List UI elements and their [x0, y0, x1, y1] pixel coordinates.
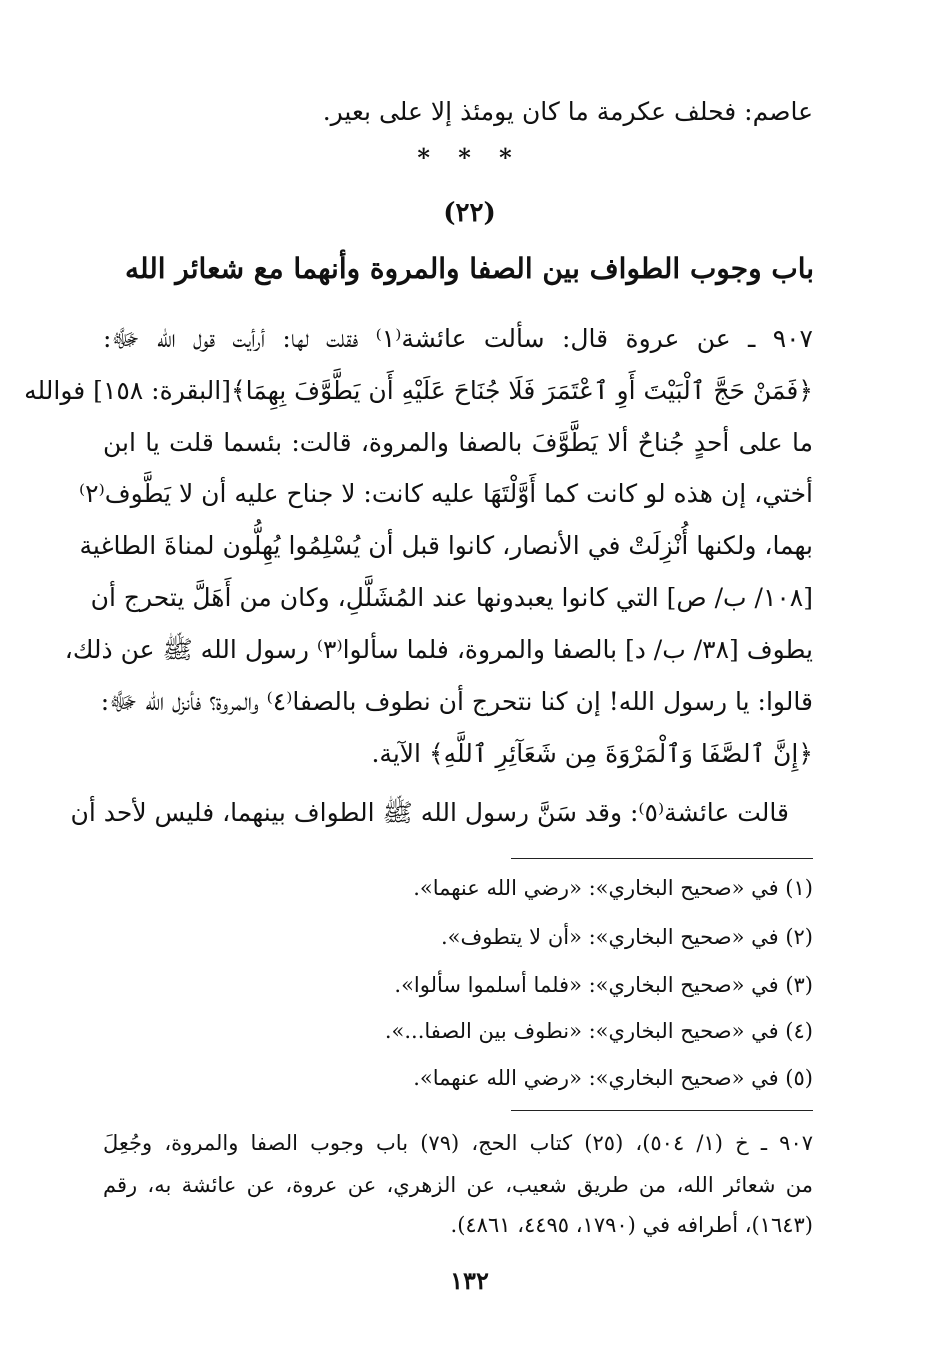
footnote-item: (٣) في «صحيح البخاري»: «فلما أسلموا سألوا».: [394, 973, 813, 997]
reference-divider: [511, 1110, 813, 1111]
body-line: بهما، ولكنها أُنْزِلَتْ في الأنصار، كانوا قبل أن يُسْلِمُوا يُهِلُّون لمناةَ الطاغية: [79, 531, 813, 560]
body-line: قالوا: يا رسول الله! إن كنا نتحرج أن نطوف بالصفا⁽٤⁾ والمروة؟ فأنزل الله ﷻ:: [100, 687, 813, 716]
continuation-line: عاصم: فحلف عكرمة ما كان يومئذ إلا على بعير.: [322, 97, 813, 126]
body-line: ما على أحدٍ جُناحٌ ألا يَطَّوَّفَ بالصفا والمروة، قالت: بئسما قلت يا ابن: [103, 428, 813, 457]
section-separator: * * *: [417, 143, 522, 172]
reference-line: من شعائر الله، من طريق شعيب، عن الزهري، عن عروة، عن عائشة به، رقم: [103, 1173, 813, 1197]
reference-line: ٩٠٧ ـ خ (١/ ٥٠٤)، (٢٥) كتاب الحج، (٧٩) باب وجوب الصفا والمروة، وجُعِلَ: [103, 1131, 814, 1155]
footnote-item: (٢) في «صحيح البخاري»: «أن لا يتطوف».: [440, 925, 813, 949]
page-number: ١٣٢: [450, 1266, 489, 1295]
body-line: ٩٠٧ ـ عن عروة قال: سألت عائشة⁽١⁾ فقلت لها: أرأيت قول الله ﷻ:: [103, 324, 813, 353]
reference-line: (١٦٤٣)، أطرافه في (١٧٩٠، ٤٤٩٥، ٤٨٦١).: [450, 1213, 813, 1237]
footnote-item: (٤) في «صحيح البخاري»: «نطوف بين الصفا...».: [384, 1019, 813, 1043]
body-line: قالت عائشة⁽٥⁾: وقد سَنَّ رسول الله ﷺ الطواف بينهما، فليس لأحد أن: [70, 798, 789, 827]
body-line: ﴿إِنَّ ٱلصَّفَا وَٱلْمَرْوَةَ مِن شَعَآئِرِ ٱللَّهِ﴾ الآية.: [371, 739, 813, 768]
body-line: أختي، إن هذه لو كانت كما أَوَّلْتَهَا عليه كانت: لا جناح عليه أن لا يَطَّوف⁽٢⁾: [79, 479, 813, 508]
footnote-divider: [511, 858, 813, 859]
body-line: يطوف [٣٨/ ب/ د] بالصفا والمروة، فلما سألوا⁽٣⁾ رسول الله ﷺ عن ذلك،: [64, 635, 813, 664]
footnote-item: (١) في «صحيح البخاري»: «رضي الله عنهما».: [413, 876, 813, 900]
body-line: ﴿فَمَنْ حَجَّ ٱلْبَيْتَ أَوِ ٱعْتَمَرَ فَلَا جُنَاحَ عَلَيْهِ أَن يَطَّوَّفَ بِهِمَا﴾[البقرة: ١٥٨] فوالله: [24, 376, 813, 405]
body-line: [١٠٨/ ب/ ص] التي كانوا يعبدونها عند المُشَلَّلِ، وكان من أَهَلَّ يتحرج أن: [90, 583, 813, 612]
chapter-title: باب وجوب الطواف بين الصفا والمروة وأنهما مع شعائر الله: [124, 252, 815, 285]
chapter-number: (٢٢): [443, 198, 496, 228]
footnote-item: (٥) في «صحيح البخاري»: «رضي الله عنهما».: [413, 1066, 813, 1090]
